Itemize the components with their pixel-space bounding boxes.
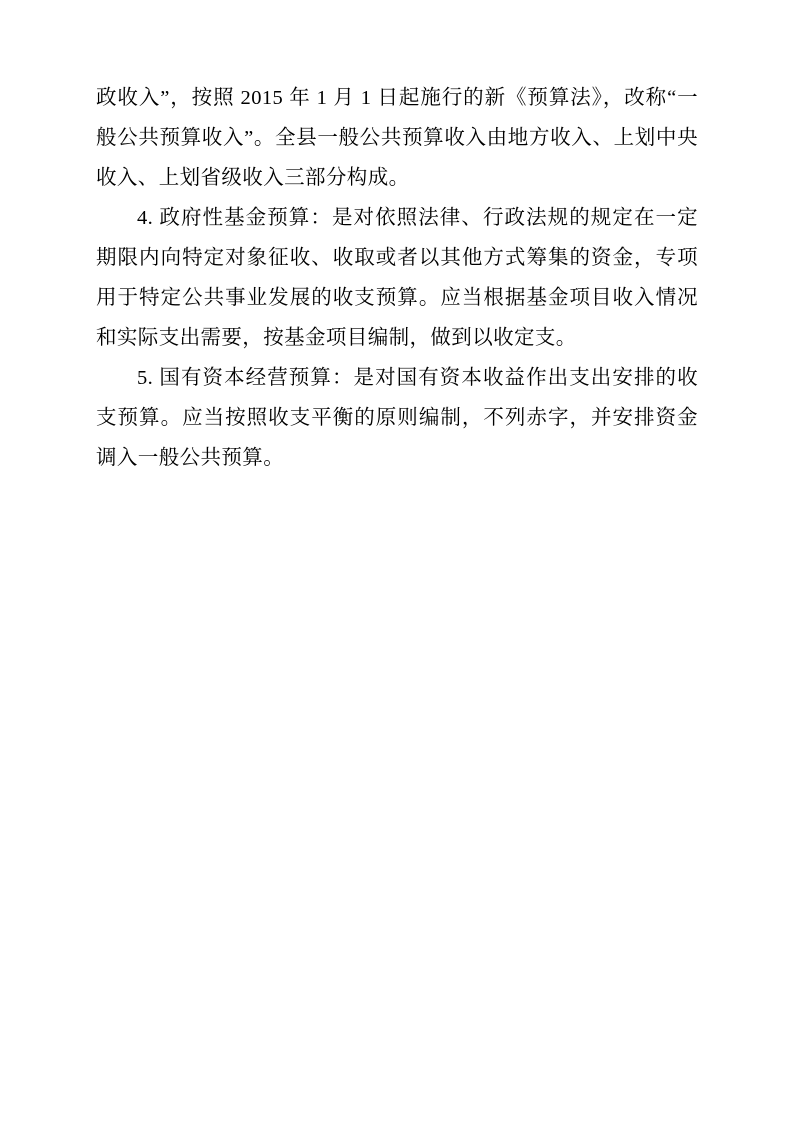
paragraph-continuation: 政收入”，按照 2015 年 1 月 1 日起施行的新《预算法》，改称“一般公共预算收入”。全县一般公共预算收入由地方收入、上划中央收入、上划省级收入三部分构成。: [96, 87, 698, 189]
paragraph-item-4: 4. 政府性基金预算：是对依照法律、行政法规的规定在一定期限内向特定对象征收、收取或者以其他方式筹集的资金，专项用于特定公共事业发展的收支预算。应当根据基金项目收入情况和实际支出需要，按基金项目编制，做到以收定支。: [96, 207, 698, 349]
paragraph-item-5: 5. 国有资本经营预算：是对国有资本收益作出支出安排的收支预算。应当按照收支平衡的原则编制，不列赤字，并安排资金调入一般公共预算。: [96, 367, 698, 469]
document-body: [96, 78, 698, 478]
